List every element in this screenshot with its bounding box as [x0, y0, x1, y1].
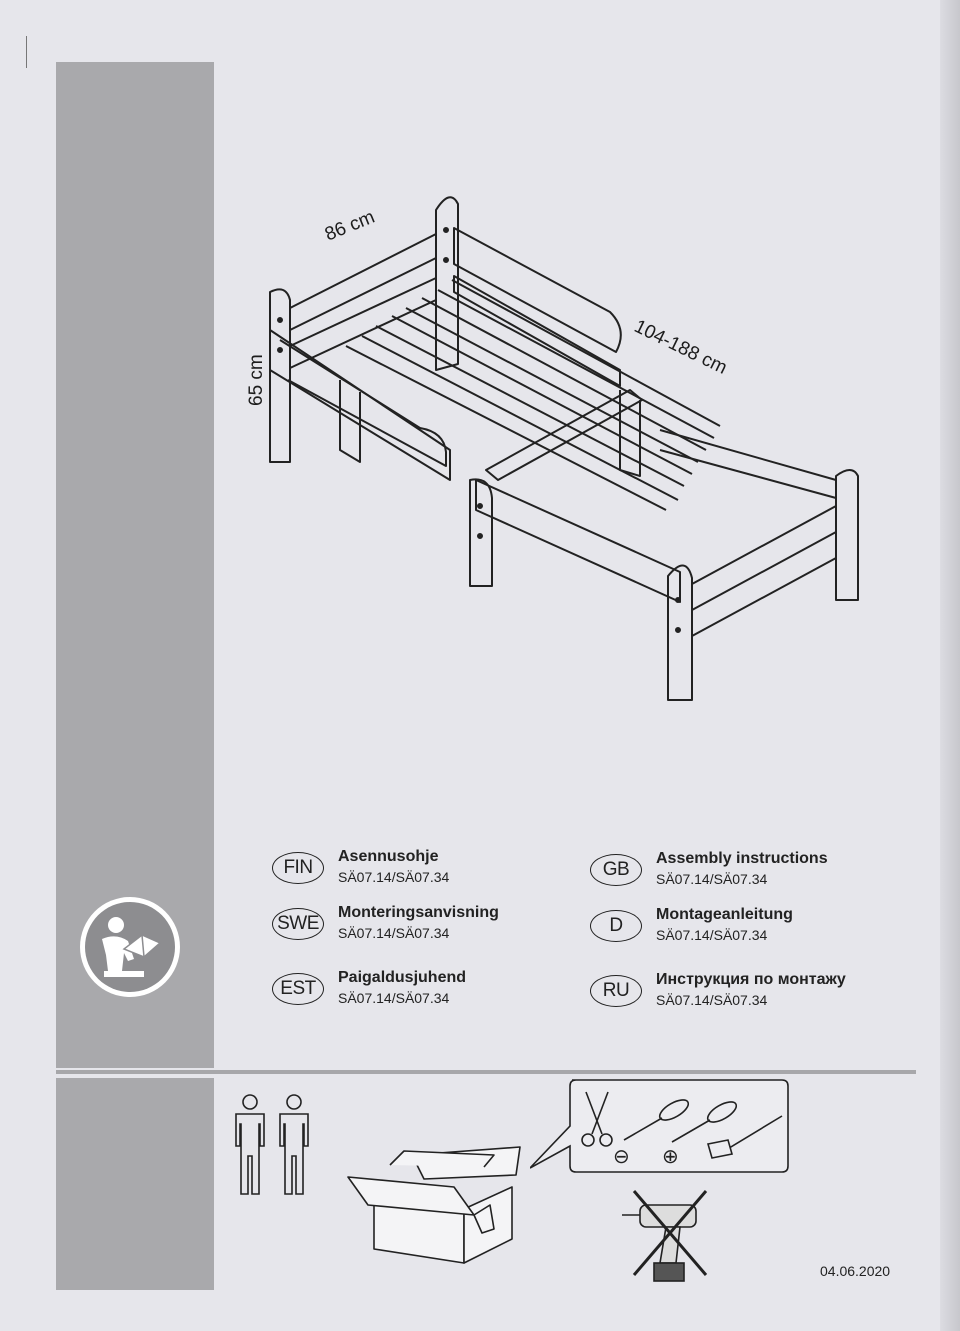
dimension-length: 104-188 cm	[630, 316, 731, 379]
dimension-width: 86 cm	[322, 206, 378, 246]
document-date: 04.06.2020	[820, 1263, 891, 1279]
model-code: SÄ07.14/SÄ07.34	[338, 869, 450, 885]
language-title: Paigaldusjuhend	[338, 969, 467, 986]
toolbox-icon	[344, 1145, 534, 1265]
no-drill-icon	[620, 1185, 720, 1285]
read-manual-icon	[78, 895, 182, 999]
bed-illustration	[240, 180, 880, 720]
language-title: Monteringsanvisning	[338, 904, 499, 921]
model-code: SÄ07.14/SÄ07.34	[338, 925, 450, 941]
model-code: SÄ07.14/SÄ07.34	[656, 927, 768, 943]
language-badge: RU	[590, 975, 642, 1007]
minus-symbol: ⊖	[613, 1146, 630, 1168]
language-badge: GB	[590, 854, 642, 886]
language-badge: SWE	[272, 908, 324, 940]
plus-symbol: ⊕	[662, 1146, 679, 1168]
model-code: SÄ07.14/SÄ07.34	[656, 871, 768, 887]
language-badge: FIN	[272, 852, 324, 884]
model-code: SÄ07.14/SÄ07.34	[656, 992, 768, 1008]
model-code: SÄ07.14/SÄ07.34	[338, 990, 450, 1006]
tools-panel	[530, 1076, 790, 1176]
dimension-height: 65 cm	[246, 354, 267, 406]
language-title: Assembly instructions	[656, 850, 828, 867]
language-badge: D	[590, 910, 642, 942]
two-persons-icon	[228, 1090, 318, 1200]
paper-edge	[940, 0, 960, 1331]
language-title: Montageanleitung	[656, 906, 793, 923]
language-title: Инструкция по монтажу	[656, 971, 846, 988]
margin-mark	[26, 36, 27, 68]
language-badge: EST	[272, 973, 324, 1005]
language-title: Asennusohje	[338, 848, 439, 865]
section-divider	[56, 1070, 916, 1074]
side-band-bottom	[56, 1078, 214, 1290]
